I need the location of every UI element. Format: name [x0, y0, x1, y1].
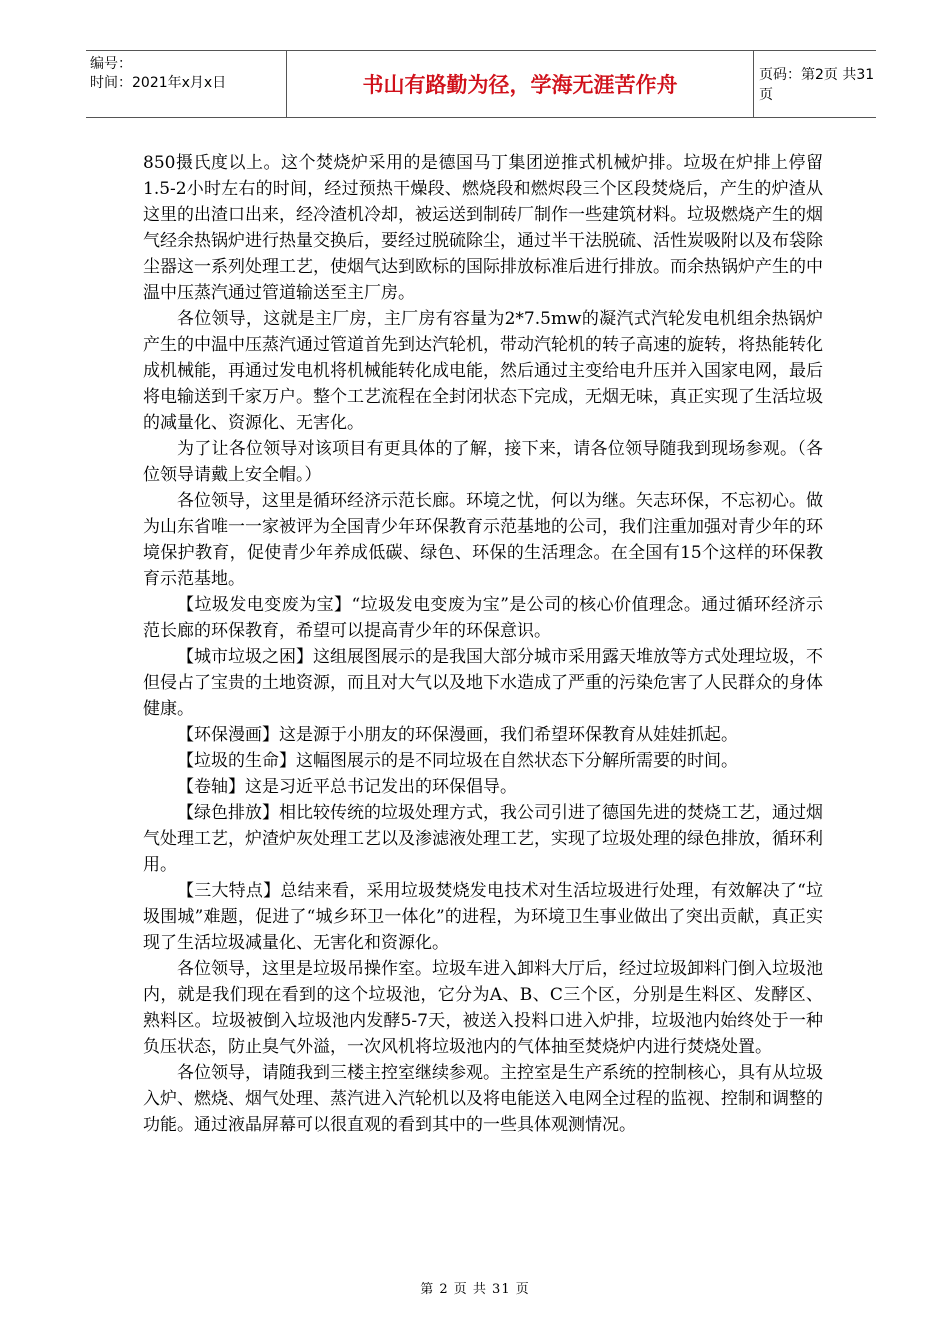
- paragraph: 【卷轴】这是习近平总书记发出的环保倡导。: [177, 777, 517, 797]
- page-footer: 第 2 页 共 31 页: [420, 1282, 530, 1297]
- paragraph: 【垃圾发电变废为宝】“垃圾发电变废为宝”是公司的核心价值理念。通过循环经济示范长廊的环保教育，希望可以提高青少年的环保意识。: [143, 595, 823, 641]
- paragraph: 各位领导，这里是循环经济示范长廊。环境之忧，何以为继。矢志环保，不忘初心。做为山东省唯一一家被评为全国青少年环保教育示范基地的公司，我们注重加强对青少年的环境保护教育，促使青少年养成低碳、绿色、环保的生活理念。在全国有15个这样的环保教育示范基地。: [143, 491, 823, 589]
- document-number-label: 编号：: [90, 56, 132, 72]
- header-motto: 书山有路勤为径，学海无涯苦作舟: [286, 51, 754, 117]
- paragraph: 【环保漫画】这是源于小朋友的环保漫画，我们希望环保教育从娃娃抓起。: [177, 725, 738, 745]
- header-page-code: 页码：第2页 共31页: [759, 67, 875, 103]
- paragraph: 850摄氏度以上。这个焚烧炉采用的是德国马丁集团逆推式机械炉排。垃圾在炉排上停留1.5-2小时左右的时间，经过预热干燥段、燃烧段和燃烬段三个区段焚烧后，产生的炉渣从这里的出渣口出来，经冷渣机冷却，被运送到制砖厂制作一些建筑材料。垃圾燃烧产生的烟气经余热锅炉进行热量交换后，要经过脱硫除尘，通过半干法脱硫、活性炭吸附以及布袋除尘器这一系列处理工艺，使烟气达到欧标的国际排放标准后进行排放。而余热锅炉产生的中温中压蒸汽通过管道输送至主厂房。: [143, 153, 823, 303]
- paragraph: 各位领导，请随我到三楼主控室继续参观。主控室是生产系统的控制核心，具有从垃圾入炉、燃烧、烟气处理、蒸汽进入汽轮机以及将电能送入电网全过程的监视、控制和调整的功能。通过液晶屏幕可以很直观的看到其中的一些具体观测情况。: [143, 1063, 823, 1135]
- paragraph: 各位领导，这就是主厂房，主厂房有容量为2*7.5mw的凝汽式汽轮发电机组余热锅炉产生的中温中压蒸汽通过管道首先到达汽轮机，带动汽轮机的转子高速的旋转，将热能转化成机械能，再通过发电机将机械能转化成电能，然后通过主变给电升压并入国家电网，最后将电输送到千家万户。整个工艺流程在全封闭状态下完成，无烟无味，真正实现了生活垃圾的减量化、资源化、无害化。: [143, 309, 823, 433]
- paragraph: 各位领导，这里是垃圾吊操作室。垃圾车进入卸料大厅后，经过垃圾卸料门倒入垃圾池内，就是我们现在看到的这个垃圾池，它分为A、B、C三个区，分别是生料区、发酵区、熟料区。垃圾被倒入垃圾池内发酵5-7天，被送入投料口进入炉排，垃圾池内始终处于一种负压状态，防止臭气外溢，一次风机将垃圾池内的气体抽至焚烧炉内进行焚烧处置。: [143, 959, 823, 1057]
- page-header: [86, 50, 876, 118]
- paragraph: 【城市垃圾之困】这组展图展示的是我国大部分城市采用露天堆放等方式处理垃圾，不但侵占了宝贵的土地资源，而且对大气以及地下水造成了严重的污染危害了人民群众的身体健康。: [143, 647, 823, 719]
- document-time-label: 时间：2021年x月x日: [90, 75, 227, 91]
- paragraph: 【三大特点】总结来看，采用垃圾焚烧发电技术对生活垃圾进行处理，有效解决了“垃圾围城”难题，促进了“城乡环卫一体化”的进程，为环境卫生事业做出了突出贡献，真正实现了生活垃圾减量化、无害化和资源化。: [143, 881, 823, 953]
- paragraph: 【绿色排放】相比较传统的垃圾处理方式，我公司引进了德国先进的焚烧工艺，通过烟气处理工艺，炉渣炉灰处理工艺以及渗滤液处理工艺，实现了垃圾处理的绿色排放，循环利用。: [143, 803, 823, 875]
- paragraph: 为了让各位领导对该项目有更具体的了解，接下来，请各位领导随我到现场参观。（各位领导请戴上安全帽。）: [143, 439, 823, 485]
- document-body: [143, 150, 823, 1138]
- paragraph: 【垃圾的生命】这幅图展示的是不同垃圾在自然状态下分解所需要的时间。: [177, 751, 738, 771]
- header-meta: [86, 51, 290, 121]
